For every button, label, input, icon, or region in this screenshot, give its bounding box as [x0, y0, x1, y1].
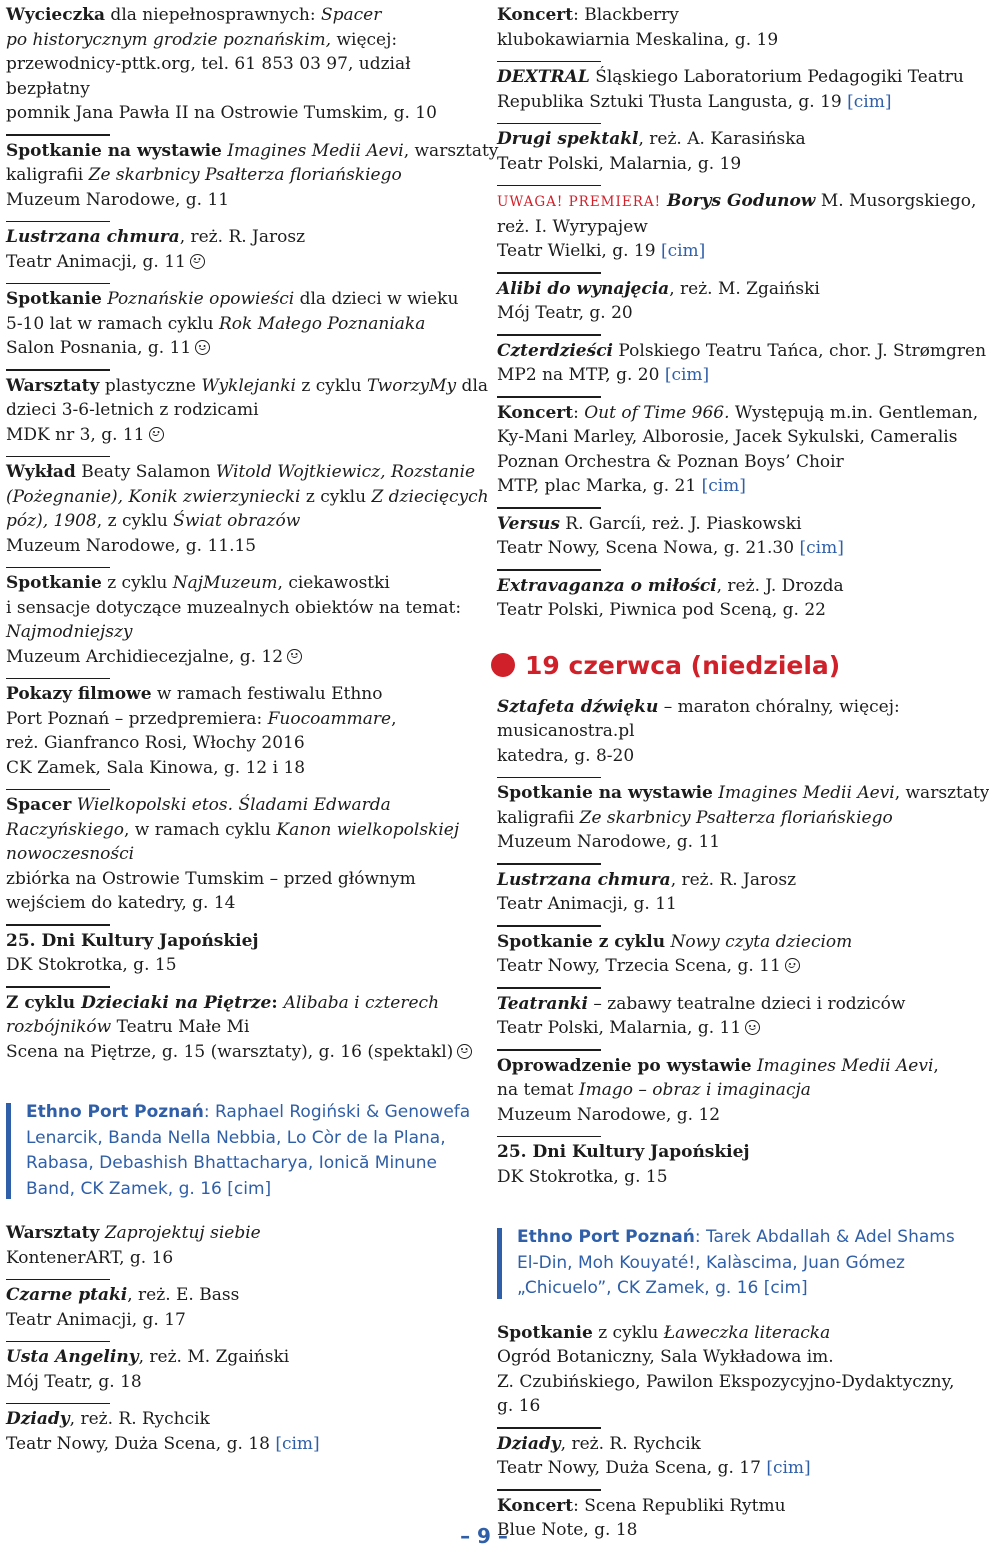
- event-text: Kanon wielkopolskiej: [276, 819, 460, 840]
- event-title: Lustrzana chmura: [6, 227, 180, 247]
- event-text: Raczyńskiego: [6, 819, 124, 840]
- event-text: , warsztaty: [403, 140, 499, 161]
- event-text: Ogród Botaniczny, Sala Wykładowa im.: [497, 1347, 834, 1367]
- event-text: (Pożegnanie), Konik zwierzyniecki: [6, 486, 301, 507]
- event-entry: [6, 790, 476, 926]
- event-venue: pomnik Jana Pawła II na Ostrowie Tumskim, g. 10: [6, 103, 437, 123]
- event-title: Spotkanie na wystawie: [497, 783, 713, 803]
- event-text: Imagines Medii Aevi: [751, 1055, 934, 1076]
- event-text: Wielkopolski etos. Śladami Edwarda: [71, 795, 391, 815]
- cim-badge: [cim]: [275, 1433, 320, 1454]
- cim-badge: [cim]: [766, 1458, 811, 1478]
- event-text: Śląskiego Laboratorium Pedagogiki Teatru: [589, 67, 964, 87]
- event-venue: g. 16: [497, 1396, 541, 1416]
- event-title: Warsztaty: [6, 375, 100, 396]
- event-text: , z cyklu: [96, 511, 174, 531]
- event-text: Rabasa, Debashish Bhattacharya, Ionică Minune: [26, 1153, 437, 1173]
- event-venue: MTP, plac Marka, g. 21: [497, 476, 702, 496]
- event-entry: [497, 571, 955, 633]
- event-text: Lenarcik, Banda Nella Nebbia, Lo Còr de la Plana,: [26, 1127, 446, 1148]
- smiley-icon: [785, 958, 800, 973]
- event-text: dla niepełnosprawnych:: [105, 5, 321, 25]
- event-entry: [6, 1404, 476, 1466]
- smiley-icon: [287, 649, 302, 664]
- event-text: Najmodniejszy: [6, 622, 133, 642]
- event-venue: Teatr Animacji, g. 11: [6, 251, 186, 272]
- event-venue: Scena na Piętrze, g. 15 (warsztaty), g. 16 (spektakl): [6, 1041, 454, 1062]
- smiley-icon: [149, 427, 164, 442]
- event-title: Dzieciaki na Piętrze: [81, 992, 272, 1013]
- event-venue: Teatr Nowy, Duża Scena, g. 18: [6, 1433, 276, 1454]
- event-text: :: [573, 402, 585, 423]
- event-venue: Teatr Animacji, g. 11: [497, 894, 677, 914]
- event-title: Dziady: [6, 1409, 70, 1429]
- event-text: R. Garcíi, reż. J. Piaskowski: [559, 513, 802, 534]
- event-text: Ky-Mani Marley, Alborosie, Jacek Sykulski, Cameralis: [497, 427, 958, 447]
- event-venue: katedra, g. 8-20: [497, 745, 635, 766]
- event-text: po historycznym grodzie poznańskim,: [6, 29, 332, 50]
- event-text: ,: [933, 1055, 939, 1076]
- event-text: Out of Time 966.: [584, 402, 730, 423]
- event-entry: [497, 1137, 955, 1199]
- event-entry: [6, 568, 476, 679]
- event-text: Świat obrazów: [173, 511, 301, 531]
- event-text: z cyklu: [101, 573, 173, 593]
- event-text: , reż. R. Jarosz: [670, 869, 797, 890]
- event-title: Borys Godunow: [661, 191, 816, 211]
- date-header: [491, 651, 955, 680]
- event-title: DEXTRAL: [497, 67, 590, 87]
- smiley-icon: [457, 1044, 472, 1059]
- event-title: Wykład: [6, 462, 76, 482]
- event-text: Nowy czyta dzieciom: [665, 931, 853, 952]
- event-title: Extravaganza o miłości: [497, 575, 717, 596]
- event-entry: [497, 1318, 955, 1429]
- event-venue: Muzeum Narodowe, g. 11.15: [6, 535, 257, 556]
- event-text: więcej:: [833, 696, 900, 717]
- event-text: , reż. E. Bass: [127, 1285, 240, 1305]
- event-text: – maraton chóralny,: [658, 696, 834, 717]
- event-venue: DK Stokrotka, g. 15: [6, 955, 177, 975]
- cim-badge: [cim]: [227, 1178, 272, 1199]
- event-title: Oprowadzenie po wystawie: [497, 1055, 752, 1076]
- event-entry: [6, 1280, 476, 1342]
- event-text: kaligrafii: [6, 165, 89, 185]
- event-entry: [497, 124, 955, 186]
- event-title: Spotkanie na wystawie: [6, 140, 222, 161]
- event-title: Ethno Port Poznań: [26, 1102, 204, 1122]
- event-entry: [497, 186, 977, 274]
- event-entry: [497, 274, 955, 336]
- event-entry: [497, 1491, 955, 1553]
- event-entry: [6, 679, 476, 790]
- event-entry: [6, 988, 476, 1075]
- smiley-icon: [195, 340, 210, 355]
- event-text: , reż. M. Zgaiński: [669, 278, 820, 299]
- event-text: Imago – obraz i imaginacja: [578, 1080, 811, 1100]
- event-entry: [6, 371, 489, 458]
- event-venue: Teatr Polski, Malarnia, g. 11: [497, 1018, 742, 1038]
- event-text: Ławeczka literacka: [663, 1322, 831, 1343]
- event-text: Z dziecięcych: [371, 486, 489, 507]
- ethno-port-highlight: [497, 1225, 955, 1302]
- event-text: – zabawy teatralne dzieci i rodziców: [587, 993, 906, 1014]
- event-text: Alibaba i czterech: [283, 992, 440, 1013]
- event-title: Ethno Port Poznań: [517, 1227, 695, 1247]
- event-entry: [6, 1218, 476, 1280]
- event-text: Polskiego Teatru Tańca, chor. J. Strømgren: [613, 340, 987, 361]
- event-venue: klubokawiarnia Meskalina, g. 19: [497, 29, 779, 50]
- event-text: Imagines Medii Aevi: [712, 783, 895, 803]
- event-entry: [497, 1429, 955, 1491]
- event-text: Teatru Małe Mi: [111, 1017, 250, 1037]
- event-text: Wyklejanki: [201, 375, 296, 396]
- event-text: ,: [391, 708, 397, 729]
- event-text: dla: [456, 375, 489, 396]
- event-entry: [6, 136, 499, 223]
- event-entry: [6, 222, 476, 284]
- cim-badge: [cim]: [664, 365, 710, 385]
- event-title: Spacer: [6, 795, 72, 815]
- event-text: Ze skarbnicy Psałterza floriańskiego: [579, 807, 893, 828]
- event-entry: [6, 0, 476, 136]
- highlight-bar: [497, 1228, 502, 1299]
- event-text: Spacer: [320, 5, 382, 25]
- event-venue: Teatr Nowy, Scena Nowa, g. 21.30: [497, 538, 800, 558]
- event-text: El-Din, Moh Kouyaté!, Kalàscima, Juan Gómez: [517, 1252, 905, 1273]
- event-title: 25. Dni Kultury Japońskiej: [6, 930, 259, 951]
- event-title: Wycieczka: [6, 5, 106, 25]
- event-title: Lustrzana chmura: [497, 869, 671, 890]
- event-venue: Band, CK Zamek, g. 16: [26, 1178, 228, 1199]
- event-entry: [497, 509, 955, 571]
- event-text: Poznańskie opowieści: [101, 289, 295, 309]
- event-text: musicanostra.pl: [497, 721, 635, 741]
- event-text: Beaty Salamon: [75, 462, 216, 482]
- event-text: Z. Czubińskiego, Pawilon Ekspozycyjno-Dydaktyczny,: [497, 1371, 955, 1392]
- event-text: przewodnicy-pttk.org, tel. 61 853 03 97, udział: [6, 54, 411, 74]
- event-venue: CK Zamek, Sala Kinowa, g. 12 i 18: [6, 757, 306, 778]
- event-title: Teatranki: [497, 993, 588, 1014]
- event-text: w ramach festiwalu Ethno: [151, 684, 383, 704]
- event-venue: Teatr Nowy, Trzecia Scena, g. 11: [497, 956, 781, 976]
- event-venue: Blue Note, g. 18: [497, 1520, 638, 1540]
- event-text: : Blackberry: [573, 5, 679, 25]
- event-text: nowoczesności: [6, 844, 135, 864]
- event-title: Koncert: [497, 5, 574, 25]
- event-title: Koncert: [497, 1495, 574, 1516]
- event-text: Fuocoammare: [267, 708, 392, 729]
- event-venue: Republika Sztuki Tłusta Langusta, g. 19: [497, 91, 848, 112]
- event-text: : Raphael Rogiński & Genowefa: [203, 1102, 471, 1122]
- event-entry: [6, 1342, 476, 1404]
- event-text: :: [271, 992, 284, 1013]
- event-title: Spotkanie z cyklu: [497, 931, 666, 952]
- event-text: Poznan Orchestra & Poznan Boys’ Choir: [497, 451, 844, 472]
- event-title: Sztafeta dźwięku: [497, 696, 659, 717]
- event-text: : Scena Republiki Rytmu: [573, 1495, 786, 1516]
- event-title: Spotkanie: [497, 1322, 593, 1343]
- cim-badge: [cim]: [799, 538, 844, 558]
- event-venue: Muzeum Narodowe, g. 12: [497, 1104, 721, 1125]
- event-entry: [6, 284, 476, 371]
- event-venue: MDK nr 3, g. 11: [6, 424, 145, 445]
- event-text: póz), 1908: [6, 511, 97, 531]
- event-venue: Teatr Nowy, Duża Scena, g. 17: [497, 1458, 767, 1478]
- event-venue: Muzeum Narodowe, g. 11: [6, 189, 230, 210]
- event-entry: [497, 989, 955, 1051]
- event-text: dzieci 3-6-letnich z rodzicami: [6, 400, 259, 420]
- event-text: , reż. A. Karasińska: [638, 129, 806, 149]
- event-text: Witold Wojtkiewicz, Rozstanie: [215, 462, 476, 482]
- event-text: Imagines Medii Aevi: [221, 140, 404, 161]
- premiere-label: UWAGA! PREMIERA!: [497, 194, 662, 210]
- event-text: , ciekawostki: [277, 573, 390, 593]
- event-text: kaligrafii: [497, 807, 580, 828]
- event-text: z cyklu: [300, 486, 372, 507]
- event-venue: Teatr Animacji, g. 17: [6, 1309, 186, 1330]
- cim-badge: [cim]: [701, 476, 746, 496]
- event-text: reż. I. Wyrypajew: [497, 216, 648, 237]
- event-text: , reż. M. Zgaiński: [138, 1347, 290, 1367]
- event-text: , reż. R. Rychcik: [69, 1409, 210, 1429]
- event-title: Pokazy filmowe: [6, 684, 152, 704]
- event-entry: [6, 457, 489, 568]
- event-entry: [497, 62, 964, 124]
- cim-badge: [cim]: [847, 91, 892, 112]
- right-column: [497, 0, 989, 1553]
- event-text: , reż. J. Drozda: [716, 575, 844, 596]
- event-text: i sensacje dotyczące muzealnych obiektów na temat:: [6, 597, 462, 618]
- event-text: , reż. R. Jarosz: [179, 227, 306, 247]
- event-text: Ze skarbnicy Psałterza floriańskiego: [88, 165, 402, 185]
- event-title: Warsztaty: [6, 1223, 100, 1243]
- event-venue: Muzeum Archidiecezjalne, g. 12: [6, 646, 284, 667]
- event-title: Z cyklu: [6, 992, 82, 1013]
- event-entry: [497, 865, 955, 927]
- event-venue: Salon Posnania, g. 11: [6, 338, 192, 358]
- event-title: Usta Angeliny: [6, 1347, 139, 1367]
- event-entry: [497, 398, 979, 509]
- event-title: Czterdzieści: [497, 340, 614, 361]
- event-venue: DK Stokrotka, g. 15: [497, 1166, 668, 1187]
- event-title: Spotkanie: [6, 573, 102, 593]
- event-title: Alibi do wynajęcia: [497, 278, 670, 299]
- event-text: dla dzieci w wieku: [294, 289, 459, 309]
- event-title: Spotkanie: [6, 289, 102, 309]
- event-entry: [6, 926, 476, 988]
- event-title: Dziady: [497, 1433, 561, 1454]
- event-text: zbiórka na Ostrowie Tumskim – przed głównym: [6, 868, 416, 889]
- date-header-label: 19 czerwca (niedziela): [525, 650, 841, 680]
- event-entry: [497, 692, 955, 779]
- event-venue: Teatr Polski, Piwnica pod Sceną, g. 22: [497, 600, 826, 620]
- event-text: , reż. R. Rychcik: [560, 1433, 701, 1454]
- event-text: Zaprojektuj siebie: [99, 1223, 261, 1243]
- event-venue: Teatr Wielki, g. 19: [497, 241, 661, 261]
- event-text: M. Musorgskiego,: [815, 191, 977, 211]
- page-number: – 9 –: [460, 1524, 508, 1548]
- cim-badge: [cim]: [763, 1278, 808, 1298]
- event-entry: [497, 927, 955, 989]
- event-title: Czarne ptaki: [6, 1285, 128, 1305]
- event-text: na temat: [497, 1080, 579, 1100]
- event-title: Versus: [497, 513, 560, 534]
- event-entry: [497, 336, 987, 398]
- date-dot-icon: [491, 653, 515, 677]
- event-venue: Teatr Polski, Malarnia, g. 19: [497, 153, 742, 174]
- smiley-icon: [745, 1020, 760, 1035]
- event-text: TworzyMy: [366, 375, 457, 396]
- event-text: Występują m.in. Gentleman,: [729, 402, 979, 423]
- event-title: 25. Dni Kultury Japońskiej: [497, 1142, 750, 1162]
- cim-badge: [cim]: [660, 241, 706, 261]
- highlight-bar: [6, 1103, 11, 1199]
- ethno-port-highlight: [6, 1100, 476, 1202]
- event-text: , warsztaty: [894, 783, 989, 803]
- event-text: reż. Gianfranco Rosi, Włochy 2016: [6, 733, 305, 753]
- event-venue: „Chicuelo”, CK Zamek, g. 16: [517, 1278, 764, 1298]
- event-text: NajMuzeum: [172, 573, 278, 593]
- event-venue: MP2 na MTP, g. 20: [497, 365, 665, 385]
- event-venue: wejściem do katedry, g. 14: [6, 893, 236, 913]
- left-column: [6, 0, 499, 1466]
- event-venue: Mój Teatr, g. 18: [6, 1371, 142, 1392]
- event-entry: [497, 0, 955, 62]
- event-venue: Muzeum Narodowe, g. 11: [497, 832, 721, 852]
- event-title: Koncert: [497, 402, 574, 423]
- event-text: plastyczne: [99, 375, 202, 396]
- event-venue: KontenerART, g. 16: [6, 1247, 174, 1268]
- event-text: więcej:: [331, 29, 398, 50]
- event-text: , w ramach cyklu: [124, 819, 277, 840]
- smiley-icon: [190, 254, 205, 269]
- event-text: rozbójników: [6, 1017, 112, 1037]
- event-entry: [497, 778, 989, 865]
- event-text: bezpłatny: [6, 78, 90, 99]
- event-text: z cyklu: [592, 1322, 664, 1343]
- event-text: Port Poznań – przedpremiera:: [6, 708, 268, 729]
- event-text: : Tarek Abdallah & Adel Shams: [694, 1227, 955, 1247]
- event-venue: Mój Teatr, g. 20: [497, 303, 633, 323]
- event-text: 5-10 lat w ramach cyklu: [6, 313, 219, 334]
- event-text: z cyklu: [295, 375, 367, 396]
- event-title: Drugi spektakl: [497, 129, 639, 149]
- event-entry: [497, 1051, 955, 1138]
- event-text: Rok Małego Poznaniaka: [218, 313, 426, 334]
